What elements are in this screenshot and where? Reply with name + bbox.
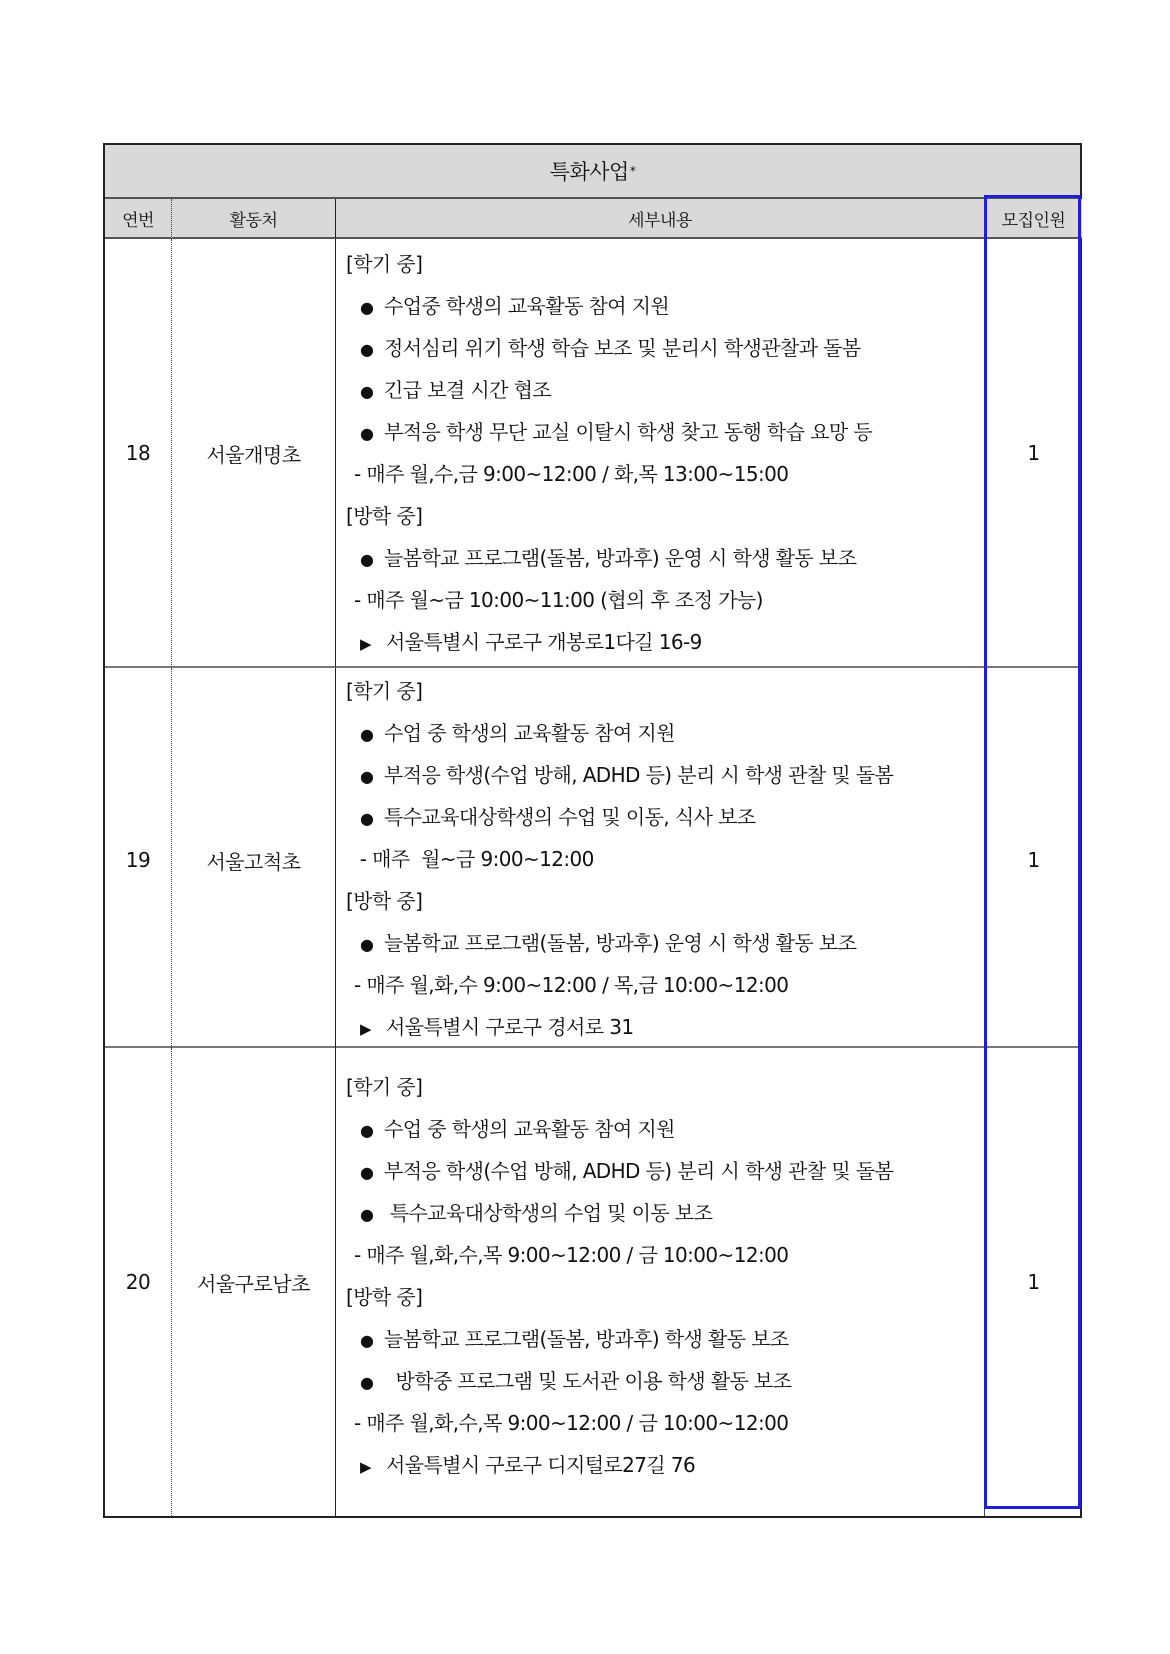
table-title-text: 특화사업 xyxy=(549,160,629,184)
address-line xyxy=(346,1444,976,1486)
bullet-icon: ● xyxy=(360,382,374,401)
schedule-line xyxy=(346,579,976,621)
section-heading xyxy=(346,495,976,537)
row-number: 19 xyxy=(105,668,172,1052)
line-text: 늘봄학교 프로그램(돌봄, 방과후) 운영 시 학생 활동 보조 xyxy=(384,546,857,570)
line-text: 특수교육대상학생의 수업 및 이동 보조 xyxy=(384,1201,713,1225)
bullet-icon: ● xyxy=(360,725,374,744)
bullet-item xyxy=(346,1360,976,1402)
table-row xyxy=(105,1048,1080,1516)
row-number: 18 xyxy=(105,239,172,667)
line-text: 부적응 학생(수업 방해, ADHD 등) 분리 시 학생 관찰 및 돌봄 xyxy=(384,763,894,787)
table-row xyxy=(105,668,1080,1048)
line-text: 부적응 학생 무단 교실 이탈시 학생 찾고 동행 학습 요망 등 xyxy=(384,420,873,444)
bullet-item xyxy=(346,712,976,754)
bullet-item xyxy=(346,1192,976,1234)
table-body xyxy=(105,239,1080,1516)
bullet-item xyxy=(346,1318,976,1360)
header-details: 세부내용 xyxy=(336,199,985,239)
triangle-right-icon: ▶ xyxy=(360,635,371,653)
line-text: [학기 중] xyxy=(346,252,423,276)
line-text: - 매주 월~금 10:00~11:00 (협의 후 조정 가능) xyxy=(354,588,763,612)
bullet-icon: ● xyxy=(360,935,374,954)
header-no: 연번 xyxy=(105,199,172,239)
schedule-line xyxy=(346,964,976,1006)
schedule-line xyxy=(346,1402,976,1444)
header-place: 활동처 xyxy=(172,199,336,239)
address-line xyxy=(346,1006,976,1048)
recruit-count: 1 xyxy=(1027,1270,1040,1294)
section-heading xyxy=(346,670,976,712)
details-cell xyxy=(336,1048,985,1516)
line-text: 수업중 학생의 교육활동 참여 지원 xyxy=(384,294,670,318)
line-text: 수업 중 학생의 교육활동 참여 지원 xyxy=(384,721,675,745)
line-text: 늘봄학교 프로그램(돌봄, 방과후) 학생 활동 보조 xyxy=(384,1327,789,1351)
bullet-item xyxy=(346,369,976,411)
schedule-line xyxy=(346,1234,976,1276)
line-text: - 매주 월,화,수,목 9:00~12:00 / 금 10:00~12:00 xyxy=(354,1411,789,1435)
bullet-item xyxy=(346,327,976,369)
table-title xyxy=(105,145,1080,199)
special-projects-table xyxy=(103,143,1082,1518)
line-text: 서울특별시 구로구 경서로 31 xyxy=(386,1015,634,1039)
recruit-count: 1 xyxy=(1027,848,1040,872)
bullet-icon: ● xyxy=(360,424,374,443)
line-text: 정서심리 위기 학생 학습 보조 및 분리시 학생관찰과 돌봄 xyxy=(384,336,861,360)
details-cell xyxy=(336,668,985,1052)
bullet-item xyxy=(346,1108,976,1150)
table-row xyxy=(105,239,1080,668)
triangle-right-icon: ▶ xyxy=(360,1458,371,1476)
bullet-item xyxy=(346,537,976,579)
bullet-item xyxy=(346,411,976,453)
activity-place: 서울개명초 xyxy=(172,239,336,667)
line-text: 특수교육대상학생의 수업 및 이동, 식사 보조 xyxy=(384,805,756,829)
line-text: - 매주 월,화,수,목 9:00~12:00 / 금 10:00~12:00 xyxy=(354,1243,789,1267)
bullet-item xyxy=(346,922,976,964)
line-text: 늘봄학교 프로그램(돌봄, 방과후) 운영 시 학생 활동 보조 xyxy=(384,931,857,955)
bullet-icon: ● xyxy=(360,1205,374,1224)
bullet-item xyxy=(346,796,976,838)
section-heading xyxy=(346,1066,976,1108)
bullet-item xyxy=(346,1150,976,1192)
line-text: 긴급 보결 시간 협조 xyxy=(384,378,552,402)
bullet-icon: ● xyxy=(360,550,374,569)
bullet-icon: ● xyxy=(360,340,374,359)
line-text: - 매주 월~금 9:00~12:00 xyxy=(354,847,594,871)
line-text: [방학 중] xyxy=(346,504,423,528)
line-text: 수업 중 학생의 교육활동 참여 지원 xyxy=(384,1117,675,1141)
triangle-right-icon: ▶ xyxy=(360,1020,371,1038)
line-text: [방학 중] xyxy=(346,1285,423,1309)
section-heading xyxy=(346,243,976,285)
line-text: [방학 중] xyxy=(346,889,423,913)
line-text: - 매주 월,수,금 9:00~12:00 / 화,목 13:00~15:00 xyxy=(354,462,789,486)
line-text: 부적응 학생(수업 방해, ADHD 등) 분리 시 학생 관찰 및 돌봄 xyxy=(384,1159,894,1183)
schedule-line xyxy=(346,453,976,495)
footnote-mark: * xyxy=(629,164,636,178)
line-text: 서울특별시 구로구 개봉로1다길 16-9 xyxy=(386,630,702,654)
bullet-item xyxy=(346,754,976,796)
bullet-icon: ● xyxy=(360,767,374,786)
bullet-icon: ● xyxy=(360,1163,374,1182)
bullet-icon: ● xyxy=(360,1121,374,1140)
line-text: [학기 중] xyxy=(346,1075,423,1099)
schedule-line xyxy=(346,838,976,880)
details-cell xyxy=(336,239,985,667)
header-count: 모집인원 xyxy=(985,199,1082,239)
section-heading xyxy=(346,880,976,922)
bullet-icon: ● xyxy=(360,1331,374,1350)
activity-place: 서울고척초 xyxy=(172,668,336,1052)
section-heading xyxy=(346,1276,976,1318)
table-grid xyxy=(105,199,1080,239)
line-text: 서울특별시 구로구 디지털로27길 76 xyxy=(386,1453,696,1477)
activity-place: 서울구로남초 xyxy=(172,1048,336,1516)
bullet-icon: ● xyxy=(360,1373,374,1392)
bullet-icon: ● xyxy=(360,298,374,317)
line-text: - 매주 월,화,수 9:00~12:00 / 목,금 10:00~12:00 xyxy=(354,973,789,997)
address-line xyxy=(346,621,976,663)
bullet-icon: ● xyxy=(360,809,374,828)
row-number: 20 xyxy=(105,1048,172,1516)
recruit-count: 1 xyxy=(1027,441,1040,465)
bullet-item xyxy=(346,285,976,327)
line-text: 방학중 프로그램 및 도서관 이용 학생 활동 보조 xyxy=(384,1369,792,1393)
line-text: [학기 중] xyxy=(346,679,423,703)
